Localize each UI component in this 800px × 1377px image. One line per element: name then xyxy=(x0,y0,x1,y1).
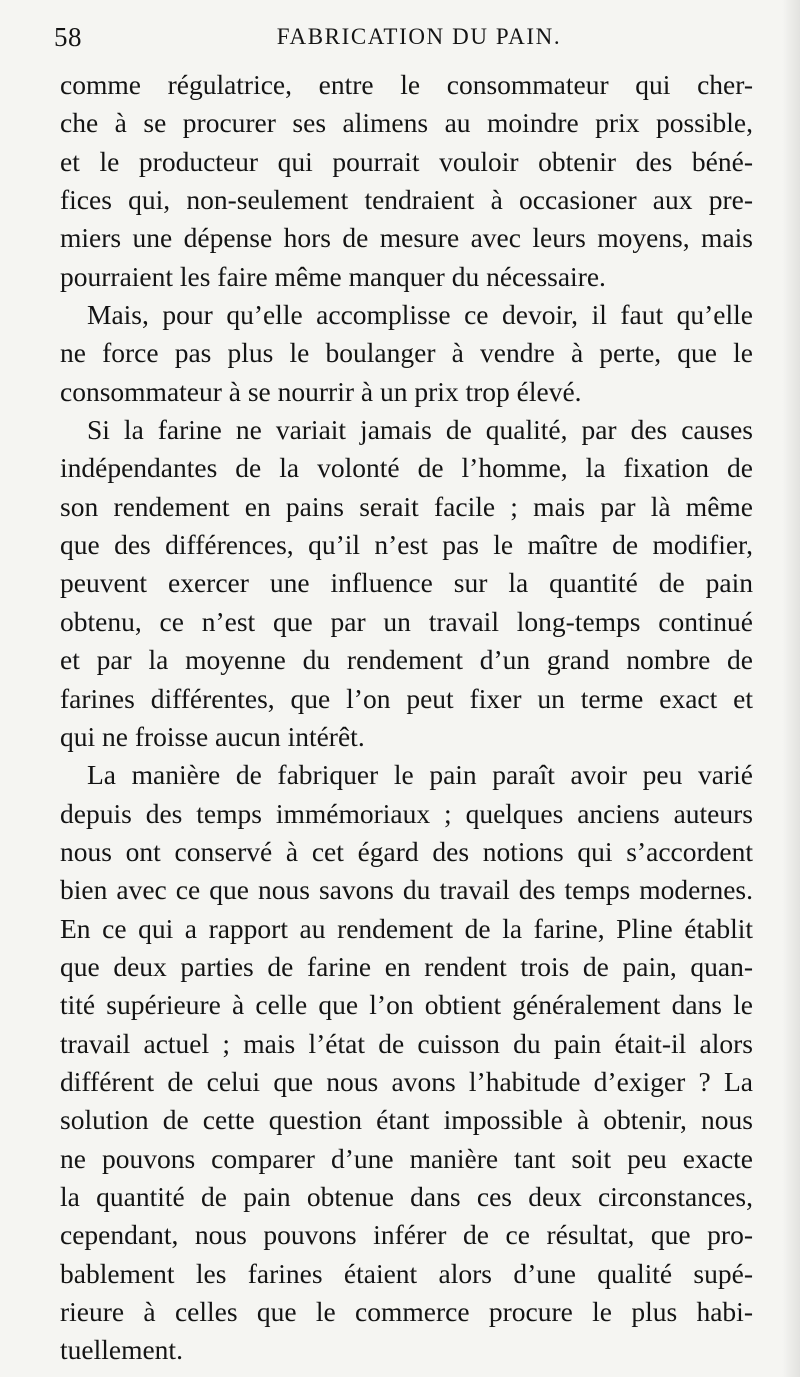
text-line: que deux parties de farine en rendent trois de pain, quan- xyxy=(60,950,753,982)
text-line: Si la farine ne variait jamais de qualité, par des causes xyxy=(87,414,753,446)
text-line: Mais, pour qu’elle accomplisse ce devoir, il faut qu’elle xyxy=(87,299,753,331)
text-line: che à se procurer ses alimens au moindre prix possible, xyxy=(60,107,753,139)
page-header xyxy=(54,22,754,62)
page-number: 58 xyxy=(54,22,82,52)
text-line: ne pouvons comparer d’une manière tant soit peu exacte xyxy=(60,1142,753,1174)
text-line: La manière de fabriquer le pain paraît avoir peu varié xyxy=(87,759,753,791)
text-line: tité supérieure à celle que l’on obtient généralement dans le xyxy=(60,989,753,1021)
text-line: tuellement. xyxy=(60,1334,183,1366)
page-edge-shadow xyxy=(782,0,800,1377)
text-line: indépendantes de la volonté de l’homme, la fixation de xyxy=(60,452,753,484)
text-line: rieure à celles que le commerce procure le plus habi- xyxy=(60,1296,753,1327)
text-line: peuvent exercer une influence sur la quantité de pain xyxy=(60,567,753,599)
text-line: bien avec ce que nous savons du travail des temps modernes. xyxy=(60,874,753,906)
text-line: qui ne froisse aucun intérêt. xyxy=(60,720,365,752)
text-line: et le producteur qui pourrait vouloir obtenir des béné- xyxy=(60,145,753,177)
text-line: ne force pas plus le boulanger à vendre à perte, que le xyxy=(60,337,753,369)
text-line: depuis des temps immémoriaux ; quelques anciens auteurs xyxy=(60,797,753,829)
text-line: comme régulatrice, entre le consommateur qui cher- xyxy=(60,69,753,100)
text-line: miers une dépense hors de mesure avec leurs moyens, mais xyxy=(60,222,753,254)
text-line: différent de celui que nous avons l’habitude d’exiger ? La xyxy=(60,1065,753,1097)
text-line: que des différences, qu’il n’est pas le maître de modifier, xyxy=(60,529,753,561)
text-line: solution de cette question étant impossible à obtenir, nous xyxy=(60,1104,753,1136)
text-line: la quantité de pain obtenue dans ces deux circonstances, xyxy=(60,1180,753,1212)
text-line: En ce qui a rapport au rendement de la farine, Pline établit xyxy=(60,912,753,944)
text-line: cependant, nous pouvons inférer de ce résultat, que pro- xyxy=(60,1219,753,1251)
text-line: son rendement en pains serait facile ; mais par là même xyxy=(60,490,753,522)
text-line: bablement les farines étaient alors d’une qualité supé- xyxy=(60,1257,753,1289)
running-title: FABRICATION DU PAIN. xyxy=(276,24,562,49)
text-line: consommateur à se nourrir à un prix trop élevé. xyxy=(60,375,582,407)
text-line: obtenu, ce n’est que par un travail long-temps continué xyxy=(60,605,753,637)
text-line: pourraient les faire même manquer du nécessaire. xyxy=(60,260,606,292)
text-line: nous ont conservé à cet égard des notions qui s’accordent xyxy=(60,835,753,867)
text-line: fices qui, non-seulement tendraient à occasioner aux pre- xyxy=(60,184,753,216)
text-line: et par la moyenne du rendement d’un grand nombre de xyxy=(60,644,753,676)
text-line: travail actuel ; mais l’état de cuisson du pain était-il alors xyxy=(60,1027,753,1059)
text-line: farines différentes, que l’on peut fixer un terme exact et xyxy=(60,682,753,714)
body-text xyxy=(60,66,753,1370)
